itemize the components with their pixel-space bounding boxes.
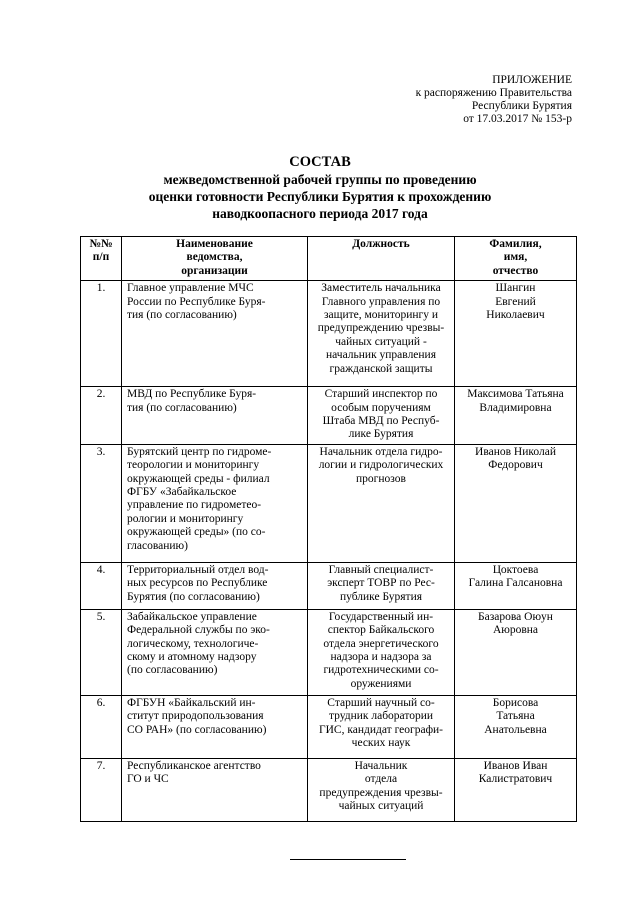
- row-organization: [122, 609, 308, 695]
- cell-line: тия (по согласованию): [127, 309, 237, 322]
- cell-line: надзора и надзора за: [330, 651, 432, 664]
- table-row: [81, 695, 577, 758]
- row-full-name: [455, 387, 577, 445]
- cell-line: Республиканское агентство: [127, 759, 261, 772]
- cell-line: Забайкальское управление: [127, 610, 257, 623]
- table-row: [81, 444, 577, 562]
- table-row: [81, 609, 577, 695]
- appendix-heading: ПРИЛОЖЕНИЕ: [492, 74, 572, 86]
- cell-line: Галина Галсановна: [468, 577, 563, 590]
- cell-line: отчество: [492, 264, 539, 277]
- cell-line: гражданской защиты: [329, 362, 433, 375]
- title-line-3: наводкоопасного периода 2017 года: [212, 206, 428, 221]
- row-number: 3.: [81, 444, 122, 562]
- cell-line: Территориальный отдел вод-: [127, 563, 269, 576]
- table-header-row: [81, 237, 577, 281]
- cell-line: Фамилия,: [489, 238, 542, 250]
- row-organization: [122, 387, 308, 445]
- row-number: 4.: [81, 562, 122, 609]
- cell-line: Федеральной службы по эко-: [127, 624, 270, 637]
- row-number: 6.: [81, 695, 122, 758]
- row-full-name: [455, 758, 577, 821]
- cell-line: гидротехническими со-: [323, 664, 439, 677]
- row-position: [308, 281, 455, 387]
- cell-line: Заместитель начальника: [321, 282, 441, 295]
- cell-line: России по Республике Буря-: [127, 295, 266, 308]
- row-full-name: [455, 444, 577, 562]
- cell-line: Старший научный со-: [327, 696, 435, 709]
- cell-line: Должность: [352, 238, 410, 250]
- cell-line: имя,: [503, 251, 528, 264]
- header-name: [455, 237, 577, 281]
- cell-line: Бурятский центр по гидроме-: [127, 445, 272, 458]
- cell-line: Базарова Оюун: [478, 610, 553, 623]
- row-full-name: [455, 281, 577, 387]
- cell-line: ГИС, кандидат географи-: [318, 723, 444, 736]
- row-position: [308, 609, 455, 695]
- cell-line: особым поручениям: [331, 401, 431, 414]
- cell-line: Главного управления по: [321, 295, 441, 308]
- cell-line: ных ресурсов по Республике: [127, 577, 268, 590]
- cell-line: Иванов Николай: [475, 445, 556, 458]
- cell-line: Бурятия (по согласованию): [127, 590, 260, 603]
- cell-line: Начальник: [354, 759, 408, 772]
- cell-line: скому и атомному надзору: [127, 651, 257, 664]
- cell-line: ститут природопользования: [127, 710, 264, 723]
- cell-line: Главное управление МЧС: [127, 282, 254, 295]
- cell-line: защите, мониторингу и: [323, 309, 439, 322]
- row-full-name: [455, 695, 577, 758]
- cell-line: ГО и ЧС: [127, 773, 169, 786]
- table-row: [81, 387, 577, 445]
- header-num: [81, 237, 122, 281]
- cell-line: оружениями: [350, 677, 412, 690]
- row-organization: [122, 758, 308, 821]
- row-full-name: [455, 562, 577, 609]
- row-position: [308, 444, 455, 562]
- header-position: [308, 237, 455, 281]
- table-row: [81, 758, 577, 821]
- row-organization: [122, 562, 308, 609]
- cell-line: спектор Байкальского: [327, 624, 435, 637]
- cell-line: СО РАН» (по согласованию): [127, 723, 267, 736]
- cell-line: управление по гидрометео-: [127, 499, 262, 512]
- cell-line: ФГБУ «Забайкальское: [127, 486, 237, 499]
- cell-line: Калистратович: [478, 773, 553, 786]
- cell-line: гласованию): [127, 539, 188, 552]
- cell-line: предупреждения чрезвы-: [319, 786, 443, 799]
- cell-line: Николаевич: [486, 309, 545, 322]
- appendix-block: [416, 74, 572, 126]
- cell-line: начальник управления: [325, 349, 437, 362]
- header-org: [122, 237, 308, 281]
- table-row: [81, 562, 577, 609]
- cell-line: (по согласованию): [127, 664, 218, 677]
- table-row: [81, 281, 577, 387]
- cell-line: Владимировна: [479, 401, 552, 414]
- footer-divider: [290, 859, 406, 860]
- cell-line: лике Бурятия: [348, 428, 414, 441]
- cell-line: Федорович: [488, 459, 543, 472]
- title-line-2: оценки готовности Республики Бурятия к прохождению: [148, 189, 492, 204]
- row-position: [308, 758, 455, 821]
- cell-line: Наименование: [176, 238, 253, 250]
- cell-line: ческих наук: [351, 737, 411, 750]
- row-organization: [122, 695, 308, 758]
- cell-line: окружающей среды» (по со-: [127, 526, 266, 539]
- cell-line: Начальник отдела гидро-: [319, 445, 443, 458]
- cell-line: чайных ситуаций: [338, 800, 424, 813]
- document-title: [0, 154, 640, 222]
- row-position: [308, 387, 455, 445]
- cell-line: Государственный ин-: [328, 610, 434, 623]
- cell-line: прогнозов: [356, 472, 406, 485]
- cell-line: публике Бурятия: [339, 590, 423, 603]
- cell-line: Цоктоева: [492, 563, 539, 576]
- row-full-name: [455, 609, 577, 695]
- title-main: СОСТАВ: [289, 154, 351, 170]
- cell-line: Аюровна: [492, 624, 539, 637]
- cell-line: тия (по согласованию): [127, 401, 237, 414]
- cell-line: Иванов Иван: [483, 759, 548, 772]
- appendix-order-ref: к распоряжению Правительства: [415, 87, 572, 99]
- cell-line: отдела: [364, 773, 398, 786]
- cell-line: ФГБУН «Байкальский ин-: [127, 696, 256, 709]
- row-organization: [122, 281, 308, 387]
- cell-line: Евгений: [495, 295, 536, 308]
- members-table: [80, 236, 577, 822]
- cell-line: Главный специалист-: [328, 563, 434, 576]
- cell-line: предупреждению чрезвы-: [317, 322, 445, 335]
- cell-line: ведомства,: [186, 251, 243, 264]
- cell-line: №№: [89, 238, 113, 250]
- cell-line: Старший инспектор по: [324, 388, 438, 401]
- row-position: [308, 695, 455, 758]
- row-number: 1.: [81, 281, 122, 387]
- cell-line: отдела энергетического: [323, 637, 439, 650]
- row-number: 7.: [81, 758, 122, 821]
- cell-line: теорологии и мониторингу: [127, 459, 260, 472]
- cell-line: МВД по Республике Буря-: [127, 388, 257, 401]
- cell-line: эксперт ТОВР по Рес-: [327, 577, 435, 590]
- title-line-1: межведомственной рабочей группы по проведению: [163, 172, 477, 187]
- cell-line: логии и гидрологических: [318, 459, 444, 472]
- cell-line: Штаба МВД по Респуб-: [322, 415, 440, 428]
- row-number: 5.: [81, 609, 122, 695]
- cell-line: Борисова: [492, 696, 539, 709]
- cell-line: чайных ситуаций -: [335, 335, 427, 348]
- row-position: [308, 562, 455, 609]
- row-organization: [122, 444, 308, 562]
- cell-line: окружающей среды - филиал: [127, 472, 270, 485]
- cell-line: рологии и мониторингу: [127, 512, 244, 525]
- cell-line: организации: [181, 264, 248, 277]
- cell-line: Татьяна: [496, 710, 535, 723]
- cell-line: Шангин: [495, 282, 536, 295]
- cell-line: трудник лаборатории: [328, 710, 434, 723]
- cell-line: п/п: [92, 251, 110, 264]
- cell-line: Максимова Татьяна: [467, 388, 564, 401]
- row-number: 2.: [81, 387, 122, 445]
- cell-line: логическому, технологиче-: [127, 637, 259, 650]
- appendix-government: Республики Бурятия: [471, 100, 572, 112]
- cell-line: Анатольевна: [484, 723, 547, 736]
- appendix-date-number: от 17.03.2017 № 153-р: [463, 113, 572, 125]
